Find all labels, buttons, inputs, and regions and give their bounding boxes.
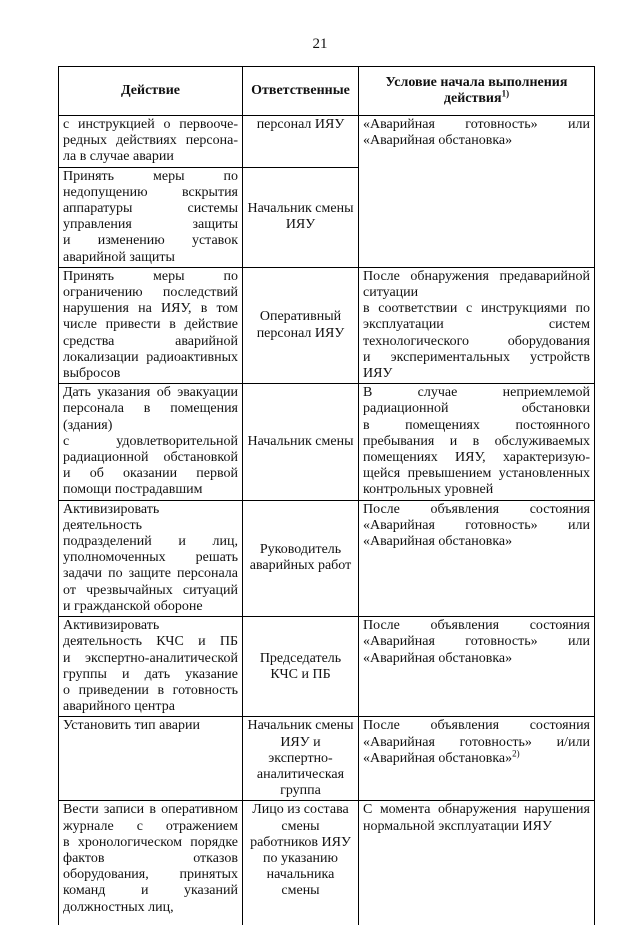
- condition-line: пребывания и в обслуживаемых: [363, 433, 590, 449]
- action-cell: [59, 500, 243, 616]
- action-line: аварийной защиты: [63, 249, 175, 265]
- table-header-row: [59, 67, 595, 116]
- condition-line: После объявления состояния: [363, 501, 590, 517]
- condition-line: ситуации: [363, 285, 419, 301]
- action-line: Дать указания об эвакуации: [63, 385, 238, 401]
- action-cell: [59, 267, 243, 383]
- action-cell: [59, 116, 243, 168]
- action-line: радиационной обстановкой: [63, 450, 238, 466]
- action-line: от чрезвычайных ситуаций: [63, 582, 238, 598]
- action-line: деятельность КЧС и ПБ: [63, 634, 238, 650]
- table-row: [59, 717, 595, 801]
- condition-line: нормальной эксплуатации ИЯУ: [363, 818, 552, 834]
- action-cell: [59, 167, 243, 267]
- condition-line: После объявления состояния: [363, 618, 590, 634]
- action-line: группы и дать указание: [63, 666, 238, 682]
- action-line: локализации радиоактивных: [63, 349, 238, 365]
- condition-cell: [359, 384, 595, 500]
- action-line: фактов отказов: [63, 850, 238, 866]
- responsible-cell: Начальник смены ИЯУ: [243, 167, 359, 267]
- action-line: журнале с отражением: [63, 818, 238, 834]
- condition-line: «Аварийная обстановка»: [363, 534, 513, 550]
- action-line: о приведении в готовность: [63, 682, 238, 698]
- action-cell: [59, 801, 243, 925]
- header-action: Действие: [59, 67, 243, 116]
- action-line: Принять меры по: [63, 168, 238, 184]
- action-line: оборудования, принятых: [63, 867, 238, 883]
- condition-line: радиационной обстановки: [363, 401, 590, 417]
- action-line: деятельность: [63, 517, 143, 533]
- action-line: Активизировать: [63, 618, 160, 634]
- condition-cell: [359, 500, 595, 616]
- action-line: и об оказании первой: [63, 466, 238, 482]
- action-cell: [59, 384, 243, 500]
- action-line: подразделений и лиц,: [63, 534, 238, 550]
- responsible-cell: Начальник смены: [243, 384, 359, 500]
- page-number: 21: [312, 36, 328, 52]
- condition-line: и экспериментальных устройств: [363, 349, 590, 365]
- table-row: [59, 267, 595, 383]
- condition-cell: [359, 116, 595, 268]
- action-line: числе привести в действие: [63, 317, 238, 333]
- responsible-cell: Оперативный персонал ИЯУ: [243, 267, 359, 383]
- condition-line: эксплуатации систем: [363, 317, 590, 333]
- action-line: управления защиты: [63, 217, 238, 233]
- action-line: Установить тип аварии: [63, 718, 200, 734]
- action-line: и экспертно-аналитической: [63, 650, 238, 666]
- action-line: и изменению уставок: [63, 233, 238, 249]
- condition-line: «Аварийная готовность» или: [363, 117, 590, 132]
- condition-line: В случае неприемлемой: [363, 385, 590, 401]
- responsible-cell: Лицо из состава смены работников ИЯУ по указанию начальника смены: [243, 801, 359, 925]
- condition-line: «Аварийная обстановка»: [363, 650, 513, 666]
- action-line: Активизировать: [63, 501, 160, 517]
- table-row: [59, 617, 595, 717]
- action-line: Принять меры по: [63, 268, 238, 284]
- footnote-mark: 2): [512, 748, 520, 759]
- table-row: [59, 116, 595, 168]
- action-cell: [59, 617, 243, 717]
- condition-cell: [359, 717, 595, 801]
- condition-line: «Аварийная обстановка»$^{2)}$: [363, 748, 520, 766]
- emergency-actions-table: [58, 66, 595, 925]
- action-line: должностных лиц,: [63, 899, 174, 915]
- condition-line: «Аварийная готовность» и/или: [363, 734, 590, 750]
- responsible-cell: Начальник смены ИЯУ и экспертно-аналитическая группа: [243, 717, 359, 801]
- action-line: и гражданской обороне: [63, 598, 203, 614]
- action-line: средства аварийной: [63, 333, 238, 349]
- condition-line: технологического оборудования: [363, 333, 590, 349]
- table-row: [59, 500, 595, 616]
- header-condition: Условие начала выполнения действия$^{1)}$: [359, 67, 595, 116]
- action-line: аппаратуры системы: [63, 201, 238, 217]
- condition-line: в помещениях постоянного: [363, 417, 590, 433]
- action-line: команд и указаний: [63, 883, 238, 899]
- action-line: в хронологическом порядке: [63, 834, 238, 850]
- action-line: уполномоченных решать: [63, 550, 238, 566]
- action-line: ла в случае аварии: [63, 149, 174, 165]
- condition-line: После объявления состояния: [363, 718, 590, 734]
- table-row: [59, 384, 595, 500]
- condition-cell: [359, 267, 595, 383]
- condition-line: щейся превышением установленных: [363, 466, 590, 482]
- action-line: выбросов: [63, 366, 121, 382]
- action-line: недопущению вскрытия: [63, 184, 238, 200]
- action-line: персонала в помещения: [63, 401, 238, 417]
- action-line: нарушения на ИЯУ, в том: [63, 301, 238, 317]
- action-line: помощи пострадавшим: [63, 482, 203, 498]
- condition-line: «Аварийная обстановка»: [363, 133, 513, 149]
- condition-line: контрольных уровней: [363, 482, 494, 498]
- action-line: аварийного центра: [63, 699, 175, 715]
- action-line: редных действиях персона-: [63, 133, 238, 149]
- condition-line: После обнаружения предаварийной: [363, 268, 590, 284]
- condition-cell: [359, 801, 595, 925]
- action-line: с инструкцией о первооче-: [63, 117, 238, 132]
- condition-line: ИЯУ: [363, 366, 393, 382]
- table-row: [59, 801, 595, 925]
- condition-line: «Аварийная готовность» или: [363, 517, 590, 533]
- action-line: задачи по защите персонала: [63, 566, 238, 582]
- condition-cell: [359, 617, 595, 717]
- condition-line: С момента обнаружения нарушения: [363, 802, 590, 818]
- responsible-cell: Руководитель аварийных работ: [243, 500, 359, 616]
- action-cell: [59, 717, 243, 801]
- condition-line: помещениях ИЯУ, характеризую-: [363, 450, 590, 466]
- action-line: с удовлетворительной: [63, 433, 238, 449]
- condition-line: в соответствии с инструкциями по: [363, 301, 590, 317]
- action-line: (здания): [63, 417, 113, 433]
- responsible-cell: Председатель КЧС и ПБ: [243, 617, 359, 717]
- condition-line: «Аварийная готовность» или: [363, 634, 590, 650]
- action-line: Вести записи в оперативном: [63, 802, 238, 818]
- responsible-cell: персонал ИЯУ: [243, 116, 359, 168]
- action-line: ограничению последствий: [63, 285, 238, 301]
- footnote-mark: 1): [501, 88, 510, 99]
- header-responsible: Ответственные: [243, 67, 359, 116]
